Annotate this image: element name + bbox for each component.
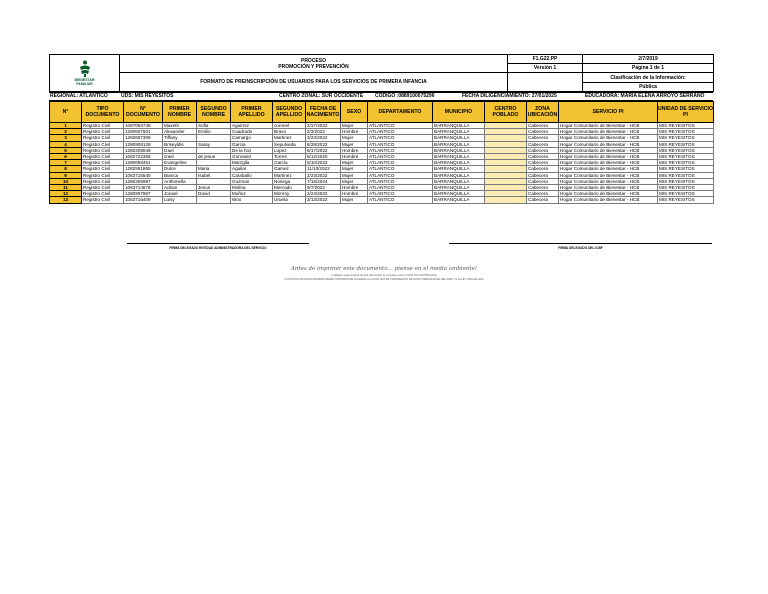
column-header: SEGUNDO APELLIDO: [273, 102, 306, 123]
table-cell: MIS REYESITOS: [658, 197, 714, 203]
signature-right: FIRMA DELEGADO DEL ICBF: [449, 243, 712, 250]
table-cell: BARRANQUILLA: [433, 123, 485, 129]
table-row: [50, 123, 714, 129]
table-cell: MIS REYESITOS: [658, 123, 714, 129]
table-cell: 9/7/2022: [306, 185, 341, 191]
row-number-cell: 9: [50, 172, 82, 178]
table-cell: MIS REYESITOS: [658, 129, 714, 135]
table-row: [50, 185, 714, 191]
table-cell: 3/13/2022: [306, 197, 341, 203]
row-number-cell: 6: [50, 154, 82, 160]
table-cell: ATLANTICO: [368, 191, 433, 197]
table-cell: ATLANTICO: [368, 123, 433, 129]
column-header: CENTRO POBLADO: [485, 102, 527, 123]
table-cell: Mercado: [273, 185, 306, 191]
table-cell: Marzgila: [231, 160, 273, 166]
column-header: N° DOCUMENTO: [124, 102, 163, 123]
table-cell: ATLANTICO: [368, 160, 433, 166]
column-header: TIPO DOCUMENTO: [82, 102, 124, 123]
table-cell: Sofia: [197, 123, 231, 129]
table-cell: 1282591865: [124, 166, 163, 172]
table-cell: 8/28/2022: [306, 141, 341, 147]
process-label: PROCESO: [300, 57, 326, 64]
row-number-cell: 12: [50, 191, 82, 197]
table-cell: BARRANQUILLA: [433, 191, 485, 197]
logo-text-1: BIENESTAR: [74, 78, 95, 82]
table-cell: 2/24/2022: [306, 191, 341, 197]
table-cell: 1063715540: [124, 172, 163, 178]
table-cell: Registro Civil: [82, 154, 124, 160]
table-cell: BARRANQUILLA: [433, 197, 485, 203]
table-cell: Muñoz: [231, 191, 273, 197]
table-cell: 1280908128: [124, 141, 163, 147]
table-cell: coronel: [273, 123, 306, 129]
table-row: [50, 154, 714, 160]
doc-version: Versión 1: [508, 64, 583, 73]
table-cell: MIS REYESITOS: [658, 172, 714, 178]
table-cell: ATLANTICO: [368, 185, 433, 191]
table-cell: Tiffany: [163, 135, 197, 141]
table-cell: De la hoz: [231, 147, 273, 153]
table-cell: Registro Civil: [82, 166, 124, 172]
table-cell: Mujer: [341, 135, 368, 141]
table-cell: ATLANTICO: [368, 141, 433, 147]
regional-label: REGIONAL: ATLANTICO: [49, 93, 120, 101]
row-number-cell: 3: [50, 135, 82, 141]
column-header: SERVICIO PI: [559, 102, 658, 123]
column-header: DEPARTAMENTO: [368, 102, 433, 123]
table-cell: [485, 197, 527, 203]
table-cell: 1280907967: [124, 191, 163, 197]
table-cell: BARRANQUILLA: [433, 129, 485, 135]
signature-left: FIRMA DELEGADO ENTIDAD ADMINISTRADORA DEL SERVICIO: [127, 243, 309, 250]
table-cell: Adrian: [163, 185, 197, 191]
table-row: [50, 135, 714, 141]
table-cell: Saray: [197, 141, 231, 147]
table-cell: Cabecera: [527, 154, 559, 160]
row-number-cell: 2: [50, 129, 82, 135]
table-cell: Registro Civil: [82, 191, 124, 197]
table-cell: 2/17/2022: [306, 123, 341, 129]
table-cell: Registro Civil: [82, 129, 124, 135]
table-cell: Cabecera: [527, 197, 559, 203]
table-cell: BARRANQUILLA: [433, 166, 485, 172]
table-cell: Mujer: [341, 160, 368, 166]
table-row: [50, 160, 714, 166]
table-cell: Hombre: [341, 154, 368, 160]
table-cell: Mujer: [341, 178, 368, 184]
table-cell: Alexander: [163, 129, 197, 135]
table-cell: 1067063748: [124, 123, 163, 129]
table-cell: 5/10/2022: [306, 160, 341, 166]
table-cell: Camargo: [231, 135, 273, 141]
info-bar: [49, 92, 713, 101]
row-number-cell: 5: [50, 147, 82, 153]
logo-cell: [50, 55, 120, 92]
table-cell: Isabel: [197, 172, 231, 178]
family-logo-icon: [78, 60, 92, 78]
table-cell: Sepulveda: [273, 141, 306, 147]
classification-value: Pública: [583, 83, 714, 92]
table-cell: MIS REYESITOS: [658, 178, 714, 184]
educadora-label: EDUCADORA: MARIA ELENA ARROYO SERRANO: [584, 93, 713, 101]
table-cell: Gamez: [273, 166, 306, 172]
table-row: [50, 166, 714, 172]
table-cell: Caraballo: [231, 172, 273, 178]
row-number-cell: 4: [50, 141, 82, 147]
table-cell: Hombre: [341, 147, 368, 153]
row-number-cell: 7: [50, 160, 82, 166]
table-cell: Hogar Comunitario de Bienestar - HCB: [559, 135, 658, 141]
table-cell: 6/12/2020: [306, 154, 341, 160]
table-cell: Cabecera: [527, 178, 559, 184]
table-cell: ATLANTICO: [368, 147, 433, 153]
table-cell: Hombre: [341, 191, 368, 197]
table-cell: Jonael: [163, 191, 197, 197]
table-cell: Mujer: [341, 172, 368, 178]
eco-message: Antes de imprimir este documento… piense en el medio ambiente!: [290, 266, 478, 272]
table-cell: Registro Civil: [82, 185, 124, 191]
table-cell: David: [197, 191, 231, 197]
table-cell: Hombre: [341, 129, 368, 135]
classification-label: Clasificación de la Información:: [583, 73, 714, 83]
centro-zonal-label: CENTRO ZONAL: SUR OCCIDENTE: [278, 93, 374, 101]
table-cell: 3/23/2022: [306, 135, 341, 141]
table-cell: Maria: [197, 166, 231, 172]
table-cell: Hogar Comunitario de Bienestar - HCB: [559, 197, 658, 203]
table-cell: Mujer: [341, 166, 368, 172]
table-cell: Hogar Comunitario de Bienestar - HCB: [559, 172, 658, 178]
table-cell: Bianca: [163, 172, 197, 178]
table-cell: Luisy: [163, 197, 197, 203]
table-cell: Cabecera: [527, 129, 559, 135]
table-cell: Registro Civil: [82, 178, 124, 184]
table-cell: Anthonella: [163, 178, 197, 184]
table-cell: Izael: [163, 147, 197, 153]
table-cell: BARRANQUILLA: [433, 154, 485, 160]
document-header: [49, 54, 714, 92]
table-cell: Hogar Comunitario de Bienestar - HCB: [559, 141, 658, 147]
table-cell: Hogar Comunitario de Bienestar - HCB: [559, 166, 658, 172]
table-cell: ATLANTICO: [368, 197, 433, 203]
table-cell: Briseyldis: [163, 141, 197, 147]
table-cell: BARRANQUILLA: [433, 147, 485, 153]
table-cell: Torres: [273, 154, 306, 160]
table-cell: Martinez: [273, 135, 306, 141]
table-cell: Hogar Comunitario de Bienestar - HCB: [559, 154, 658, 160]
table-cell: Garcia: [273, 160, 306, 166]
table-cell: 1063714676: [124, 185, 163, 191]
table-cell: 6/17/2022: [306, 147, 341, 153]
table-cell: Cabecera: [527, 185, 559, 191]
table-cell: Cabecera: [527, 172, 559, 178]
table-cell: Guzman: [231, 178, 273, 184]
column-header: UNIDAD DE SERVICIO PI: [658, 102, 714, 123]
table-cell: Molina: [231, 185, 273, 191]
document-sheet: [49, 54, 713, 204]
table-row: [50, 129, 714, 135]
row-number-cell: 11: [50, 185, 82, 191]
doc-page: Página 1 de 1: [583, 64, 714, 73]
table-cell: Hogar Comunitario de Bienestar - HCB: [559, 178, 658, 184]
column-header: SEXO: [341, 102, 368, 123]
table-cell: de jesus: [197, 154, 231, 160]
table-cell: Registro Civil: [82, 147, 124, 153]
table-cell: MIS REYESITOS: [658, 135, 714, 141]
table-cell: BARRANQUILLA: [433, 178, 485, 184]
table-cell: BARRANQUILLA: [433, 185, 485, 191]
table-cell: Cabecera: [527, 147, 559, 153]
doc-code: F1.G22.PP: [508, 55, 583, 64]
table-cell: Bravo: [273, 129, 306, 135]
table-cell: Garcia: [231, 141, 273, 147]
table-cell: Mujer: [341, 141, 368, 147]
table-row: [50, 141, 714, 147]
column-header: ZONA UBICACIÓN: [527, 102, 559, 123]
table-cell: MIS REYESITOS: [658, 141, 714, 147]
format-title: FORMATO DE PREINSCRIPCIÓN DE USUARIOS PARA LOS SERVICIOS DE PRIMERA INFANCIA: [120, 73, 508, 92]
table-cell: MIS REYESITOS: [658, 147, 714, 153]
table-row: [50, 172, 714, 178]
table-cell: Registro Civil: [82, 172, 124, 178]
table-cell: Hombre: [341, 185, 368, 191]
table-cell: Cabecera: [527, 166, 559, 172]
table-cell: Maxeth: [163, 123, 197, 129]
table-cell: MIS REYESITOS: [658, 166, 714, 172]
table-body: [50, 123, 714, 204]
table-row: [50, 197, 714, 203]
table-cell: Hogar Comunitario de Bienestar - HCB: [559, 191, 658, 197]
table-cell: Monroy: [273, 191, 306, 197]
column-header: MUNICIPIO: [433, 102, 485, 123]
column-header: FECHA DE NACIMIENTO: [306, 102, 341, 123]
table-cell: Registro Civil: [82, 123, 124, 129]
table-cell: BARRANQUILLA: [433, 141, 485, 147]
process-name: PROMOCIÓN Y PREVENCIÓN: [278, 63, 349, 70]
table-cell: 1280698451: [124, 160, 163, 166]
table-cell: Cabecera: [527, 135, 559, 141]
row-number-cell: 13: [50, 197, 82, 203]
table-cell: Evangeline: [163, 160, 197, 166]
table-cell: Registro Civil: [82, 135, 124, 141]
column-header: SEGUNDO NOMBRE: [197, 102, 231, 123]
table-cell: Cabecera: [527, 160, 559, 166]
table-cell: Cuadrado: [231, 129, 273, 135]
table-cell: MIS REYESITOS: [658, 154, 714, 160]
table-cell: 2/3/2022: [306, 129, 341, 135]
table-cell: Hogar Comunitario de Bienestar - HCB: [559, 185, 658, 191]
table-cell: 7/18/2024: [306, 178, 341, 184]
table-cell: MIS REYESITOS: [658, 160, 714, 166]
table-cell: ATLANTICO: [368, 135, 433, 141]
table-row: [50, 191, 714, 197]
row-number-cell: 1: [50, 123, 82, 129]
table-cell: Mujer: [341, 197, 368, 203]
uds-label: UDS: MIS REYESITOS: [120, 93, 278, 101]
table-cell: Dulce: [163, 166, 197, 172]
table-cell: Gonzalez: [231, 154, 273, 160]
doc-date: 2/7/2019: [583, 55, 714, 64]
table-cell: Urueta: [273, 197, 306, 203]
table-cell: 1063716409: [124, 197, 163, 203]
table-cell: 1280208549: [124, 147, 163, 153]
column-header: N°: [50, 102, 82, 123]
column-header: PRIMER APELLIDO: [231, 102, 273, 123]
table-cell: [197, 197, 231, 203]
fecha-label: FECHA DILIGENCIAMIENTO: 27/01/2025: [461, 93, 584, 101]
table-cell: Aguirrez: [231, 123, 273, 129]
table-cell: 1280607309: [124, 135, 163, 141]
table-header-row: [50, 102, 714, 123]
codigo-label: CODIGO :0889100075296: [374, 93, 461, 101]
table-cell: Lopez: [273, 147, 306, 153]
table-cell: Izael: [163, 154, 197, 160]
preinscription-table: [49, 101, 714, 204]
table-cell: Registro Civil: [82, 160, 124, 166]
table-cell: BARRANQUILLA: [433, 160, 485, 166]
data-policy-note: LOS DATOS PROPORCIONADOS SERÁN TRATADOS DE ACUERDO A LA POLÍTICA DE TRATAMIENTO DE DATOS PERSONALES DEL ICBF Y A LA LEY 1581 DE 2012: [284, 278, 484, 281]
table-cell: 11/10/2022: [306, 166, 341, 172]
table-cell: Cabecera: [527, 141, 559, 147]
table-cell: Noriega: [273, 178, 306, 184]
table-cell: ATLANTICO: [368, 129, 433, 135]
logo-text-2: FAMILIAR: [76, 82, 93, 86]
table-cell: Woo: [231, 197, 273, 203]
table-cell: Emilio: [197, 129, 231, 135]
table-cell: Cabecera: [527, 123, 559, 129]
table-cell: 1280607601: [124, 129, 163, 135]
column-header: PRIMER NOMBRE: [163, 102, 197, 123]
table-cell: Registro Civil: [82, 197, 124, 203]
table-cell: Hogar Comunitario de Bienestar - HCB: [559, 123, 658, 129]
table-cell: ATLANTICO: [368, 172, 433, 178]
table-cell: BARRANQUILLA: [433, 172, 485, 178]
table-cell: MIS REYESITOS: [658, 191, 714, 197]
table-cell: ATLANTICO: [368, 154, 433, 160]
table-cell: Aguilar: [231, 166, 273, 172]
table-cell: Cabecera: [527, 191, 559, 197]
process-cell: [120, 55, 508, 73]
table-cell: BARRANQUILLA: [433, 135, 485, 141]
table-cell: Hogar Comunitario de Bienestar - HCB: [559, 147, 658, 153]
table-cell: 1280306887: [124, 178, 163, 184]
table-cell: Registro Civil: [82, 141, 124, 147]
copy-note: Cualquier copia impresa de este documento se considera como COPIA NO CONTROLADA: [331, 274, 437, 277]
table-cell: Mujer: [341, 123, 368, 129]
table-cell: ATLANTICO: [368, 178, 433, 184]
table-row: [50, 178, 714, 184]
icbf-logo: [50, 60, 119, 86]
table-row: [50, 147, 714, 153]
table-cell: 2/23/2022: [306, 172, 341, 178]
table-cell: 1082722365: [124, 154, 163, 160]
table-cell: ATLANTICO: [368, 166, 433, 172]
table-cell: Hogar Comunitario de Bienestar - HCB: [559, 160, 658, 166]
table-cell: Hogar Comunitario de Bienestar - HCB: [559, 129, 658, 135]
table-cell: MIS REYESITOS: [658, 185, 714, 191]
row-number-cell: 8: [50, 166, 82, 172]
row-number-cell: 10: [50, 178, 82, 184]
table-cell: Jesus: [197, 185, 231, 191]
table-cell: Martinez: [273, 172, 306, 178]
